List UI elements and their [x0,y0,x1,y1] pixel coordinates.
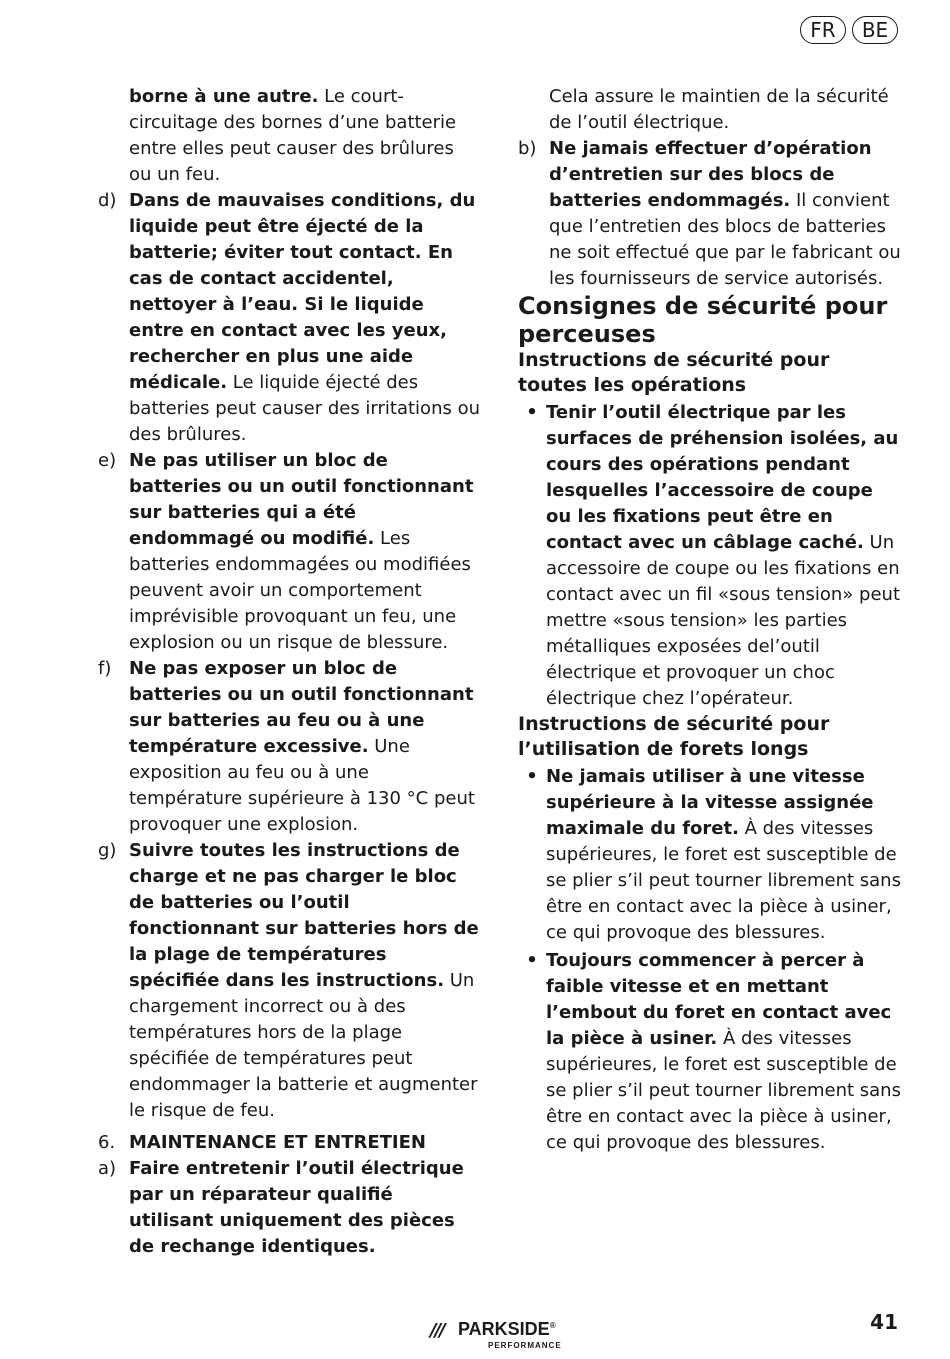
bullet-text: À des vitesses supérieures, le foret est susceptible de se plier s’il peut tourner librement sans être en contact avec la pièce à usiner, ce qui provoque des blessures. [546,818,901,943]
bullet-icon: • [526,950,538,971]
item-text: Il convient que l’entretien des blocs de batteries ne soit effectué que par le fabricant ou les fournisseurs de service autorisés. [549,190,901,289]
item-text: Un chargement incorrect ou à des températures hors de la plage spécifiée de températures peut endommager la batterie et augmenter le risque de feu. [129,970,478,1121]
bullet-bold-text: Ne jamais utiliser à une vitesse supérieure à la vitesse assignée maximale du foret. [546,766,874,839]
item-bold-text: Suivre toutes les instructions de charge et ne pas charger le bloc de batteries ou l’outil fonctionnant sur batteries hors de la plage de températures spécifiée dans les instructions. [129,840,479,991]
bullet-text: À des vitesses supérieures, le foret est susceptible de se plier s’il peut tourner librement sans être en contact avec la pièce à usiner, ce qui provoque des blessures. [546,1028,901,1153]
instruction-item-d [98,188,482,448]
continuation-bold: borne à une autre. [129,86,319,107]
bullet-item [518,764,902,946]
bullet-bold-text: Toujours commencer à percer à faible vitesse et en mettant l’embout du foret en contact avec la pièce à usiner. [546,950,892,1049]
page-number: 41 [870,1310,898,1334]
logo-slashes-icon: /// [430,1320,444,1341]
subheading-all-operations: Instructions de sécurité pour toutes les opérations [518,349,830,396]
instruction-item-g [98,838,482,1124]
instruction-item-e [98,448,482,656]
section-title: MAINTENANCE ET ENTRETIEN [129,1132,426,1153]
logo-registered-mark: ® [549,1321,556,1330]
logo-subtitle: PERFORMANCE [488,1341,562,1350]
item-bold-text: Faire entretenir l’outil électrique par un réparateur qualifié utilisant uniquement des pièces de rechange identiques. [129,1158,464,1257]
item-label: f) [98,658,112,679]
left-column [98,84,482,1260]
bullet-item [518,948,902,1156]
parkside-logo [430,1318,590,1354]
bullet-text: Un accessoire de coupe ou les fixations en contact avec un fil «sous tension» peut mettre «sous tension» les parties métalliques exposées del’outil électrique et provoquer un choc électrique chez l’opérateur. [546,532,901,709]
item-label: b) [518,138,537,159]
section-number: 6. [98,1132,116,1153]
continuation-text: Le court-circuitage des bornes d’une batterie entre elles peut causer des brûlures ou un feu. [129,86,457,185]
item-bold-text: Ne pas utiliser un bloc de batteries ou un outil fonctionnant sur batteries qui a été endommagé ou modifié. [129,450,474,549]
item-bold-text: Dans de mauvaises conditions, du liquide peut être éjecté de la batterie; éviter tout contact. En cas de contact accidentel, nettoyer à l’eau. Si le liquide entre en contact avec les yeux, rechercher en plus une aide médicale. [129,190,476,393]
bullet-bold-text: Tenir l’outil électrique par les surfaces de préhension isolées, au cours des opérations pendant lesquelles l’accessoire de coupe ou les fixations peut être en contact avec un câblage caché. [546,402,899,553]
logo-name: PARKSIDE [458,1319,550,1339]
item-text: Les batteries endommagées ou modifiées peuvent avoir un comportement imprévisible provoquant un feu, une explosion ou un risque de blessure. [129,528,471,653]
section-heading-drills: Consignes de sécurité pour perceuses [518,292,888,348]
instruction-item-f [98,656,482,838]
instruction-item-b [518,136,902,292]
bullet-item [518,400,902,712]
item-text: Une exposition au feu ou à une température supérieure à 130 °C peut provoquer une explosion. [129,736,475,835]
instruction-item-a [98,1156,482,1260]
item-bold-text: Ne jamais effectuer d’opération d’entretien sur des blocs de batteries endommagés. [549,138,872,211]
item-label: d) [98,190,117,211]
bullet-icon: • [526,766,538,787]
item-label: e) [98,450,117,471]
badge-fr: FR [800,16,846,44]
badge-be: BE [852,16,898,44]
item-a-continuation: Cela assure le maintien de la sécurité de l’outil électrique. [549,86,889,133]
right-column [518,84,902,1156]
item-bold-text: Ne pas exposer un bloc de batteries ou un outil fonctionnant sur batteries au feu ou à une température excessive. [129,658,474,757]
subheading-long-drills: Instructions de sécurité pour l’utilisation de forets longs [518,713,830,760]
bullet-icon: • [526,402,538,423]
item-label: a) [98,1158,117,1179]
continuation-paragraph [98,84,482,188]
item-label: g) [98,840,117,861]
item-text: Le liquide éjecté des batteries peut causer des irritations ou des brûlures. [129,372,480,445]
language-badges [800,16,898,44]
section-heading-maintenance [98,1130,482,1156]
